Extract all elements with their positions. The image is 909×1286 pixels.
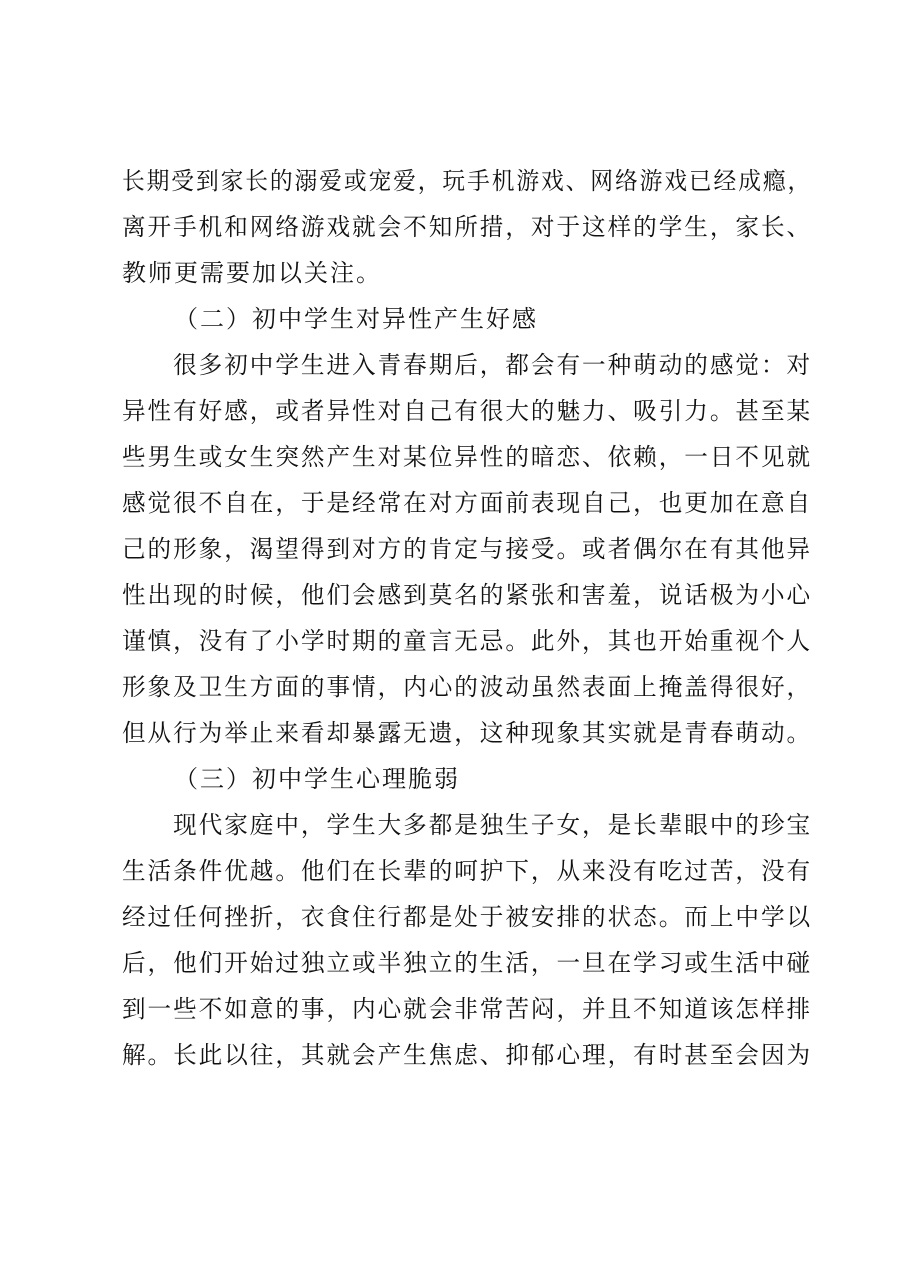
document-body	[122, 158, 812, 1078]
paragraph-body-1	[122, 342, 812, 756]
text-line: 现代家庭中，学生大多都是独生子女，是长辈眼中的珍宝	[173, 811, 813, 839]
text-line: 些男生或女生突然产生对某位异性的暗恋、依赖，一日不见就	[122, 443, 813, 471]
heading-line: （三）初中学生心理脆弱	[174, 765, 460, 793]
text-line: 到一些不如意的事，内心就会非常苦闷，并且不知道该怎样排	[122, 995, 813, 1023]
heading-line: （二）初中学生对异性产生好感	[174, 305, 538, 333]
text-line: 经过任何挫折，衣食住行都是处于被安排的状态。而上中学以	[122, 903, 813, 931]
paragraph-continuation	[122, 158, 812, 296]
text-line: 后，他们开始过独立或半独立的生活，一旦在学习或生活中碰	[122, 949, 813, 977]
section-heading-3	[122, 756, 812, 802]
paragraph-body-2	[122, 802, 812, 1078]
text-line: 长期受到家长的溺爱或宠爱，玩手机游戏、网络游戏已经成瘾，	[122, 167, 813, 195]
text-line: 感觉很不自在，于是经常在对方面前表现自己，也更加在意自	[122, 489, 813, 517]
text-line: 己的形象，渴望得到对方的肯定与接受。或者偶尔在有其他异	[122, 535, 813, 563]
section-heading-2	[122, 296, 812, 342]
text-line: 谨慎，没有了小学时期的童言无忌。此外，其也开始重视个人	[122, 627, 813, 655]
text-line: 生活条件优越。他们在长辈的呵护下，从来没有吃过苦，没有	[122, 857, 813, 885]
text-line: 性出现的时候，他们会感到莫名的紧张和害羞，说话极为小心	[122, 581, 813, 609]
text-line: 解。长此以往，其就会产生焦虑、抑郁心理，有时甚至会因为	[122, 1041, 813, 1069]
text-line: 形象及卫生方面的事情，内心的波动虽然表面上掩盖得很好，	[122, 673, 813, 701]
text-line: 离开手机和网络游戏就会不知所措，对于这样的学生，家长、	[122, 213, 813, 241]
text-line: 教师更需要加以关注。	[122, 259, 382, 287]
text-line: 很多初中学生进入青春期后，都会有一种萌动的感觉：对	[173, 351, 813, 379]
text-line: 异性有好感，或者异性对自己有很大的魅力、吸引力。甚至某	[122, 397, 813, 425]
text-line: 但从行为举止来看却暴露无遗，这种现象其实就是青春萌动。	[122, 719, 813, 747]
